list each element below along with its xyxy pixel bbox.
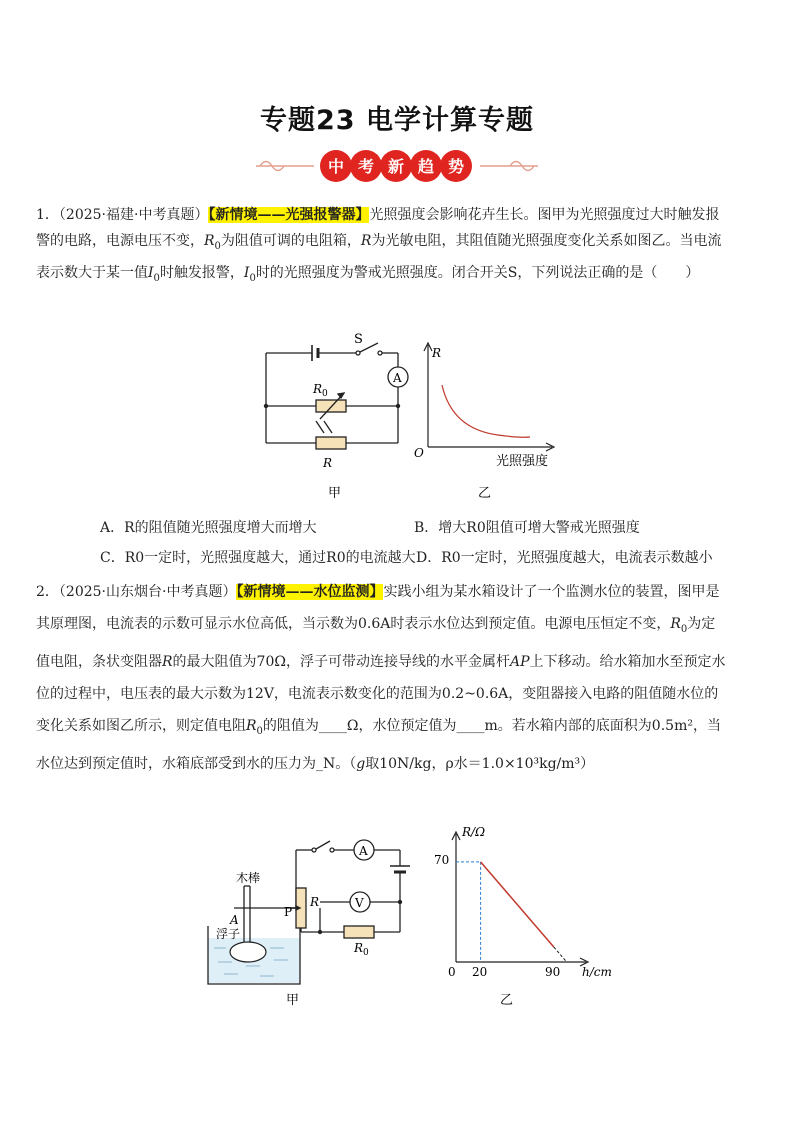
q1-option-a: A．R的阻值随光照强度增大而增大 [100, 520, 317, 536]
topic-banner [248, 148, 546, 184]
banner-char-5: 势 [447, 157, 465, 176]
q1-ammeter-label: A [393, 371, 402, 385]
q1-r0-label: $R_0$ [313, 382, 328, 399]
question-2-tag: 【新情境——水位监测】 [236, 584, 384, 600]
q2-caption-yi: 乙 [500, 993, 514, 1008]
q1-origin-label: O [414, 446, 424, 460]
banner-char-3: 新 [387, 157, 405, 176]
q1-axis-x-label: 光照强度 [496, 454, 549, 469]
q1-option-d: D．R0一定时，光照强度越大，电流表示数越小 [416, 550, 713, 566]
q1-option-b: B．增大R0阻值可增大警戒光照强度 [414, 520, 640, 536]
q2-x-tick-90: 90 [545, 965, 561, 979]
q2-r-label: R [310, 895, 320, 909]
q2-a-label: A [230, 913, 239, 927]
q2-figure [200, 826, 616, 1016]
q1-circuit [266, 343, 408, 449]
q2-ammeter-label: A [359, 844, 368, 858]
banner-left-ornament [256, 162, 314, 171]
q2-axis-x-label: h/cm [582, 965, 612, 979]
q1-axis-y-label: R [432, 346, 442, 360]
q1-r0-resistor [316, 400, 346, 412]
q2-graph-axes [452, 832, 588, 966]
q1-graph-axes [424, 343, 554, 451]
banner-right-ornament [480, 162, 538, 171]
q2-axis-y-label: R/Ω [462, 826, 486, 839]
q2-p-label: P [284, 905, 293, 919]
banner-char-4: 趋 [417, 157, 435, 176]
banner-char-2: 考 [357, 157, 375, 176]
question-1-text: 1．（2025·福建·中考真题）【新情境——光强报警器】光照强度会影响花卉生长。图甲为光照强度过大时触发报警的电路，电源电压不变，$R_0$为阻值可调的电阻箱，R为光敏电阻，其阻值随光照强度变化关系如图乙。当电流表示数大于某一值$I_0$时触发报警，$I_0$时的光照强度为警戒光照强度。闭合开关S，下列说法正确的是（ ） [36, 207, 722, 284]
question-2 [36, 576, 726, 780]
q1-r-label: R [323, 456, 333, 470]
q2-resistance-line [481, 862, 554, 947]
q1-resistance-curve [442, 385, 530, 437]
q2-caption-jia: 甲 [286, 993, 300, 1008]
question-1 [36, 202, 726, 292]
q1-caption-yi: 乙 [478, 486, 492, 501]
q2-graph-plot [456, 862, 567, 962]
q2-x-tick-0: 0 [448, 965, 456, 979]
q2-r0-label: $R_0$ [354, 941, 369, 958]
q2-resistance-line-tail [554, 947, 567, 962]
q2-float-label: 浮子 [216, 927, 241, 941]
q1-option-c: C．R0一定时，光照强度越大，通过R0的电流越大 [100, 550, 416, 566]
q1-caption-jia: 甲 [328, 486, 342, 501]
banner-char-1: 中 [327, 157, 345, 176]
q2-r0-resistor [344, 926, 374, 938]
q2-circuit [234, 840, 410, 942]
page-title: 专题23 电学计算专题 [260, 105, 534, 136]
q2-rod-label: 木棒 [236, 871, 261, 885]
q1-figure [256, 333, 576, 505]
question-1-tag: 【新情境——光强报警器】 [208, 207, 370, 223]
q2-voltmeter-label: V [355, 896, 364, 910]
q1-switch-label: S [354, 333, 363, 347]
question-2-text: 2．（2025·山东烟台·中考真题）【新情境——水位监测】实践小组为某水箱设计了一个监测水位的装置，图甲是其原理图，电流表的示数可显示水位高低，当示数为0.6A时表示水位达到预定值。电源电压恒定不变，$R_0$为定值电阻，条状变阻器R的最大阻值为70Ω，浮子可带动连接导线的水平金属杆AP上下移动。给水箱加水至预定水位的过程中，电压表的最大示数为12V，电流表示数变化的范围为0.2~0.6A，变阻器接入电路的阻值随水位的变化关系如图乙所示，则定值电阻$R_0$的阻值为____Ω，水位预定值为____m。若水箱内部的底面积为0.5m²，当水位达到预定值时，水箱底部受到水的压力为_N。（g取10N/kg，ρ水＝1.0×10³kg/m³） [36, 584, 726, 772]
q2-y-tick-70: 70 [434, 853, 450, 867]
q1-r-resistor [316, 437, 346, 449]
q2-x-tick-20: 20 [472, 965, 488, 979]
q2-float [230, 942, 266, 962]
